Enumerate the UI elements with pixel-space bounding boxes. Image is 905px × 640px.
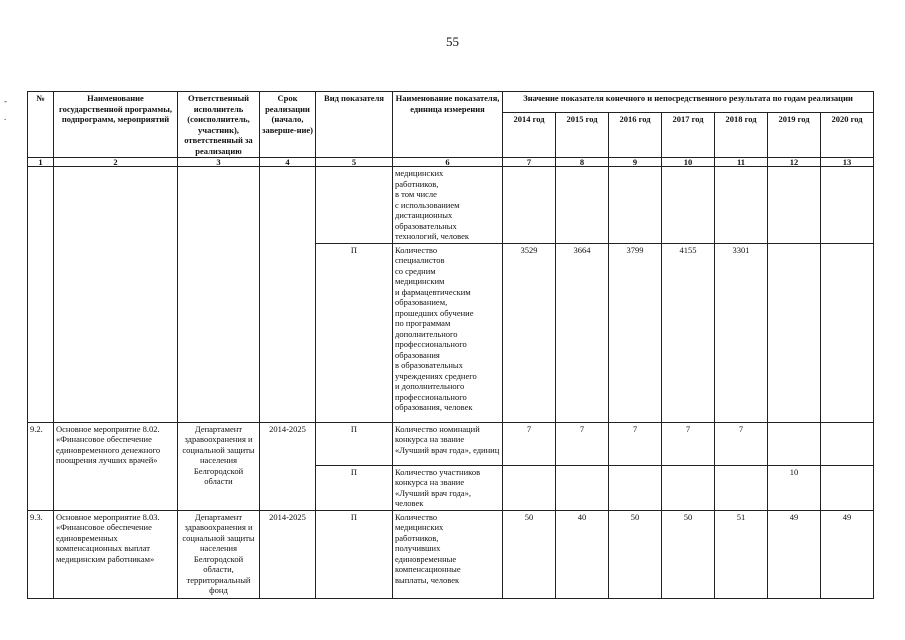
row-type: П	[316, 510, 393, 598]
row-value: 49	[821, 510, 874, 598]
header-period: Срок реализации (начало, заверше-ние)	[260, 92, 316, 158]
column-number: 10	[662, 158, 715, 167]
header-year: 2019 год	[768, 112, 821, 157]
row-type: П	[316, 422, 393, 465]
row-value	[715, 465, 768, 510]
row-indicator: Количество медицинских работников, получивших единовременные компенсационные выплаты, человек	[393, 510, 503, 598]
page-number: 55	[446, 34, 459, 49]
row-value: 49	[768, 510, 821, 598]
row-value: 7	[503, 422, 556, 465]
row-name	[54, 167, 178, 423]
row-value: 7	[609, 422, 662, 465]
column-number-row	[28, 158, 874, 167]
row-value	[503, 465, 556, 510]
column-number: 12	[768, 158, 821, 167]
row-value: 7	[662, 422, 715, 465]
row-value: 3301	[715, 243, 768, 422]
row-value	[821, 465, 874, 510]
row-value	[821, 422, 874, 465]
header-year: 2018 год	[715, 112, 768, 157]
row-value	[662, 465, 715, 510]
column-number: 3	[178, 158, 260, 167]
row-value	[609, 465, 662, 510]
header-no: №	[28, 92, 54, 158]
column-number: 8	[556, 158, 609, 167]
row-value	[768, 167, 821, 244]
row-no	[28, 167, 54, 423]
row-value	[662, 167, 715, 244]
row-value: 7	[715, 422, 768, 465]
row-value	[768, 243, 821, 422]
row-value: 51	[715, 510, 768, 598]
margin-tick: -	[4, 96, 7, 106]
column-number: 6	[393, 158, 503, 167]
header-year: 2014 год	[503, 112, 556, 157]
row-indicator: медицинских работников, в том числе с использованием дистанционных образовательных технологий, человек	[393, 167, 503, 244]
row-value: 3664	[556, 243, 609, 422]
header-values-group: Значение показателя конечного и непосредственного результата по годам реализации	[503, 92, 874, 113]
row-responsible: Департамент здравоохранения и социальной защиты населения Белгородской области	[178, 422, 260, 510]
row-value: 4155	[662, 243, 715, 422]
header-year: 2017 год	[662, 112, 715, 157]
row-value: 50	[609, 510, 662, 598]
header-year: 2016 год	[609, 112, 662, 157]
table-row	[28, 422, 874, 465]
row-type: П	[316, 243, 393, 422]
row-value	[503, 167, 556, 244]
column-number: 7	[503, 158, 556, 167]
header-responsible: Ответственный исполнитель (соисполнитель, участник), ответственный за реализацию	[178, 92, 260, 158]
margin-tick: .	[4, 112, 7, 122]
column-number: 2	[54, 158, 178, 167]
row-value: 10	[768, 465, 821, 510]
row-value	[768, 422, 821, 465]
row-value: 40	[556, 510, 609, 598]
header-name: Наименование государственной программы, подпрограмм, мероприятий	[54, 92, 178, 158]
header-year: 2015 год	[556, 112, 609, 157]
header-type: Вид показателя	[316, 92, 393, 158]
row-responsible	[178, 167, 260, 423]
table-row	[28, 167, 874, 244]
column-number: 11	[715, 158, 768, 167]
header-indicator: Наименование показателя, единица измерения	[393, 92, 503, 158]
row-period: 2014-2025	[260, 422, 316, 510]
row-value: 3799	[609, 243, 662, 422]
row-period: 2014-2025	[260, 510, 316, 598]
row-responsible: Департамент здравоохранения и социальной защиты населения Белгородской области, территориальный фонд	[178, 510, 260, 598]
row-value: 7	[556, 422, 609, 465]
column-number: 1	[28, 158, 54, 167]
row-value	[609, 167, 662, 244]
row-value	[821, 167, 874, 244]
row-value	[821, 243, 874, 422]
row-indicator: Количество участников конкурса на звание «Лучший врач года», человек	[393, 465, 503, 510]
row-value: 3529	[503, 243, 556, 422]
row-value: 50	[662, 510, 715, 598]
column-number: 4	[260, 158, 316, 167]
column-number: 9	[609, 158, 662, 167]
row-type	[316, 167, 393, 244]
row-value: 50	[503, 510, 556, 598]
indicator-table	[27, 91, 874, 599]
row-value	[556, 465, 609, 510]
column-number: 13	[821, 158, 874, 167]
row-value	[556, 167, 609, 244]
row-no: 9.3.	[28, 510, 54, 598]
row-indicator: Количество номинаций конкурса на звание «Лучший врач года», единиц	[393, 422, 503, 465]
row-no: 9.2.	[28, 422, 54, 510]
column-number: 5	[316, 158, 393, 167]
table-row	[28, 510, 874, 598]
header-year: 2020 год	[821, 112, 874, 157]
row-indicator: Количество специалистов со средним медицинским и фармацевтическим образованием, прошедших обучение по программам дополнительного профессионального образования в образовательных учреждениях среднего и дополнительного профессионального образования, человек	[393, 243, 503, 422]
row-period	[260, 167, 316, 423]
row-type: П	[316, 465, 393, 510]
row-name: Основное мероприятие 8.03. «Финансовое обеспечение единовременных компенсационных выплат медицинским работникам»	[54, 510, 178, 598]
row-value	[715, 167, 768, 244]
row-name: Основное мероприятие 8.02. «Финансовое обеспечение единовременного денежного поощрения лучших врачей»	[54, 422, 178, 510]
